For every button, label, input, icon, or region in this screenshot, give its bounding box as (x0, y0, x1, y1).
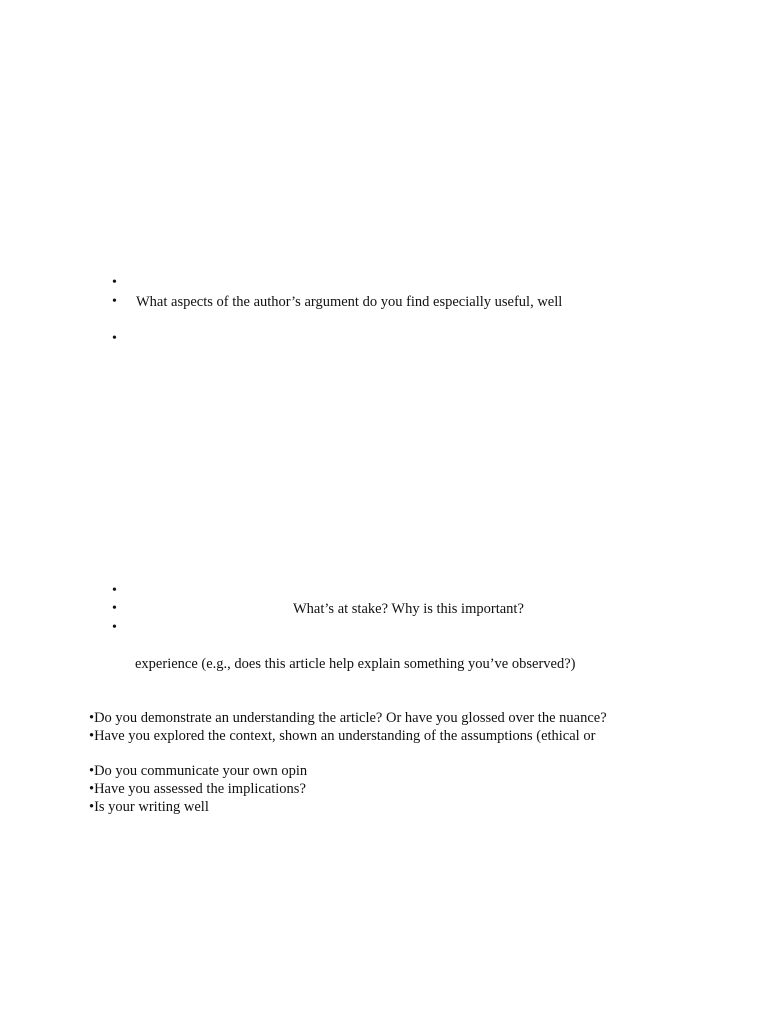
checklist-item: •Have you assessed the implications? (89, 781, 306, 797)
list-bullet: • (112, 294, 117, 309)
list-item-text: What aspects of the author’s argument do you find especially useful, well (136, 294, 563, 310)
paragraph-line: experience (e.g., does this article help explain something you’ve observed?) (135, 656, 576, 672)
list-bullet: • (112, 583, 117, 598)
checklist-item: •Do you demonstrate an understanding the article? Or have you glossed over the nuance? (89, 710, 607, 726)
checklist-item: •Is your writing well (89, 799, 209, 815)
list-bullet: • (112, 620, 117, 635)
list-bullet: • (112, 275, 117, 290)
checklist-item: •Have you explored the context, shown an understanding of the assumptions (ethical or (89, 728, 596, 744)
list-item-text: What’s at stake? Why is this important? (293, 601, 524, 617)
list-bullet: • (112, 601, 117, 616)
list-bullet: • (112, 331, 117, 346)
checklist-item: •Do you communicate your own opin (89, 763, 308, 779)
